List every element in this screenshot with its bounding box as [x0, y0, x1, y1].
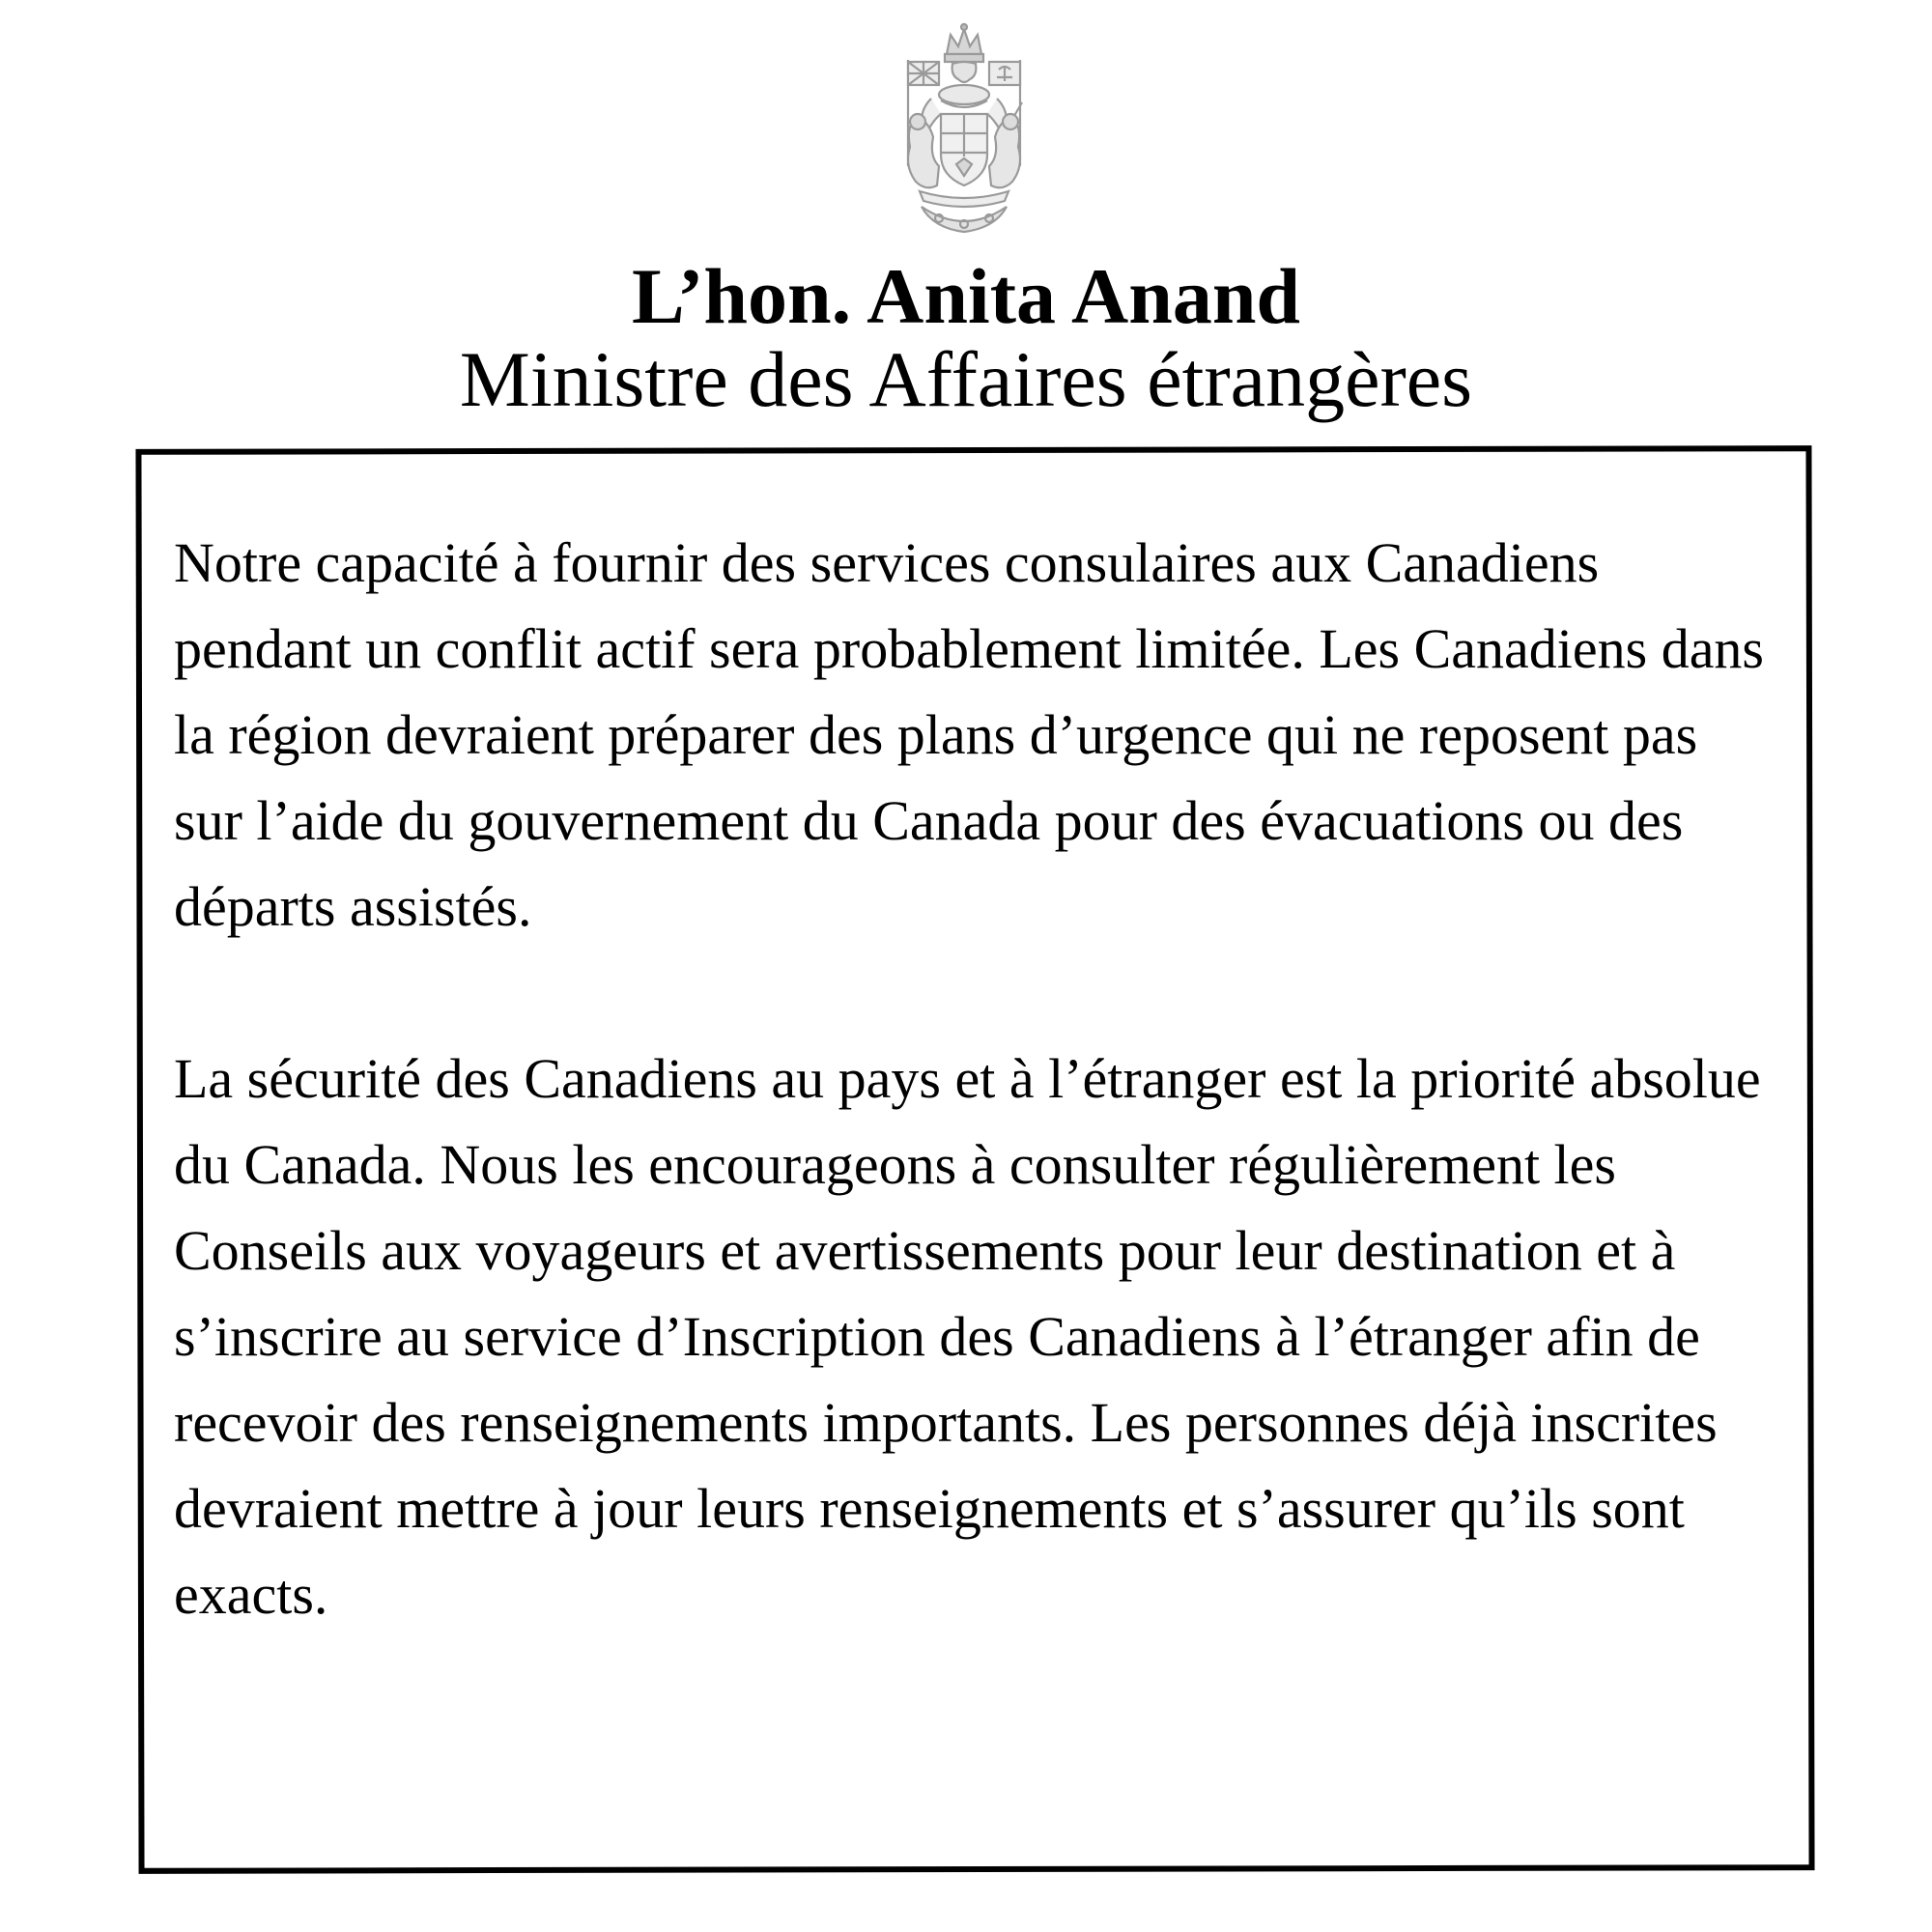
statement-text: [174, 520, 1777, 1637]
statement-paragraph-1: Notre capacité à fournir des services consulaires aux Canadiens pendant un conflit actif sera probablement limitée. Les Canadiens dans la région devraient préparer des plans d’urgence qui ne reposent pas sur l’aide du gouvernement du Canada pour des évacuations ou des départs assistés.: [174, 531, 1765, 938]
coat-of-arms-of-canada-icon: [887, 21, 1041, 236]
statement-paragraph-2: La sécurité des Canadiens au pays et à l’étranger est la priorité absolue du Canada. Nous les encourageons à consulter régulièrement les Conseils aux voyageurs et avertissements pour leur destination et à s’inscrire au service d’Inscription des Canadiens à l’étranger afin de recevoir des renseignements importants. Les personnes déjà inscrites devraient mettre à jour leurs renseignements et s’assurer qu’ils sont exacts.: [174, 1047, 1761, 1626]
minister-title: Ministre des Affaires étrangères: [459, 335, 1473, 423]
minister-name: L’hon. Anita Anand: [631, 252, 1301, 340]
